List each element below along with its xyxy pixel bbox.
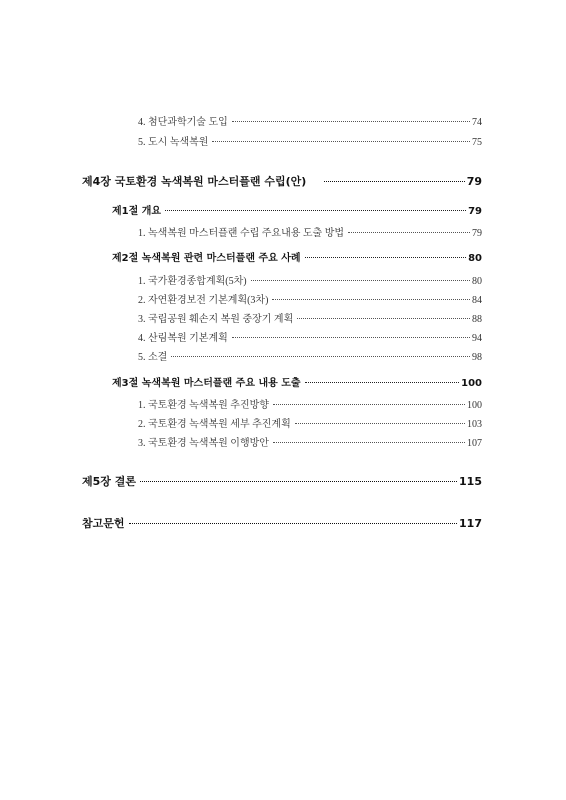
toc-item[interactable] — [138, 133, 482, 147]
toc-item-page: 80 — [472, 276, 482, 287]
toc-item-title: 2. 자연환경보전 기본계획(3차) — [138, 295, 269, 306]
chapter-page: 115 — [459, 475, 482, 488]
toc-item-title: 1. 녹색복원 마스터플랜 수립 주요내용 도출 방법 — [138, 228, 345, 239]
toc-section-2[interactable] — [112, 249, 482, 263]
toc-chapter-4[interactable] — [82, 173, 482, 189]
toc-item-page: 79 — [472, 228, 482, 239]
toc-item[interactable] — [138, 272, 482, 286]
toc-item-page: 75 — [472, 137, 482, 148]
dot-leader — [273, 404, 465, 405]
toc-item-title: 1. 국토환경 녹색복원 추진방향 — [138, 400, 269, 411]
dot-leader — [232, 121, 470, 122]
chapter-title: 제4장 국토환경 녹색복원 마스터플랜 수립(안) — [82, 175, 307, 188]
toc-chapter-5[interactable] — [82, 473, 482, 489]
toc-item-page: 107 — [467, 438, 482, 449]
toc-item-page: 74 — [472, 117, 482, 128]
toc-item[interactable] — [138, 348, 482, 362]
toc-item[interactable] — [138, 415, 482, 429]
toc-item-page: 100 — [467, 400, 482, 411]
toc-section-1[interactable] — [112, 202, 482, 216]
dot-leader — [348, 232, 470, 233]
dot-leader — [129, 523, 458, 524]
toc-item-title: 4. 첨단과학기술 도입 — [138, 117, 228, 128]
toc-item-title: 2. 국토환경 녹색복원 세부 추진계획 — [138, 419, 291, 430]
toc-item-page: 84 — [472, 295, 482, 306]
toc-item[interactable] — [138, 434, 482, 448]
dot-leader — [212, 141, 470, 142]
dot-leader — [305, 382, 460, 383]
toc-item-title: 3. 국립공원 훼손지 복원 중장기 계획 — [138, 314, 294, 325]
toc-item[interactable] — [138, 396, 482, 410]
section-page: 79 — [468, 206, 482, 217]
dot-leader — [165, 210, 466, 211]
toc-item[interactable] — [138, 329, 482, 343]
dot-leader — [295, 423, 465, 424]
section-page: 80 — [468, 253, 482, 264]
section-title: 제2절 녹색복원 관련 마스터플랜 주요 사례 — [112, 253, 301, 264]
toc-item[interactable] — [138, 291, 482, 305]
section-page: 100 — [461, 378, 482, 389]
toc-item-title: 1. 국가환경종합계획(5차) — [138, 276, 247, 287]
toc-item-title: 5. 소결 — [138, 352, 168, 363]
toc-item-page: 103 — [467, 419, 482, 430]
dot-leader — [140, 481, 457, 482]
section-title: 제1절 개요 — [112, 206, 162, 217]
dot-leader — [272, 299, 470, 300]
dot-leader — [305, 257, 466, 258]
dot-leader — [324, 181, 464, 182]
references-page: 117 — [459, 517, 482, 530]
toc-item-page: 88 — [472, 314, 482, 325]
toc-references[interactable] — [82, 515, 482, 531]
toc-item-page: 94 — [472, 333, 482, 344]
dot-leader — [251, 280, 470, 281]
toc-item[interactable] — [138, 113, 482, 127]
dot-leader — [297, 318, 470, 319]
dot-leader — [273, 442, 465, 443]
toc-item[interactable] — [138, 224, 482, 238]
references-title: 참고문헌 — [82, 517, 125, 530]
toc-item-title: 4. 산림복원 기본계획 — [138, 333, 228, 344]
dot-leader — [232, 337, 470, 338]
toc-item-page: 98 — [472, 352, 482, 363]
chapter-page: 79 — [466, 175, 482, 188]
toc-item-title: 3. 국토환경 녹색복원 이행방안 — [138, 438, 269, 449]
dot-leader — [171, 356, 470, 357]
toc-section-3[interactable] — [112, 374, 482, 388]
toc-item[interactable] — [138, 310, 482, 324]
toc-item-title: 5. 도시 녹색복원 — [138, 137, 209, 148]
section-title: 제3절 녹색복원 마스터플랜 주요 내용 도출 — [112, 378, 301, 389]
chapter-title: 제5장 결론 — [82, 475, 136, 488]
